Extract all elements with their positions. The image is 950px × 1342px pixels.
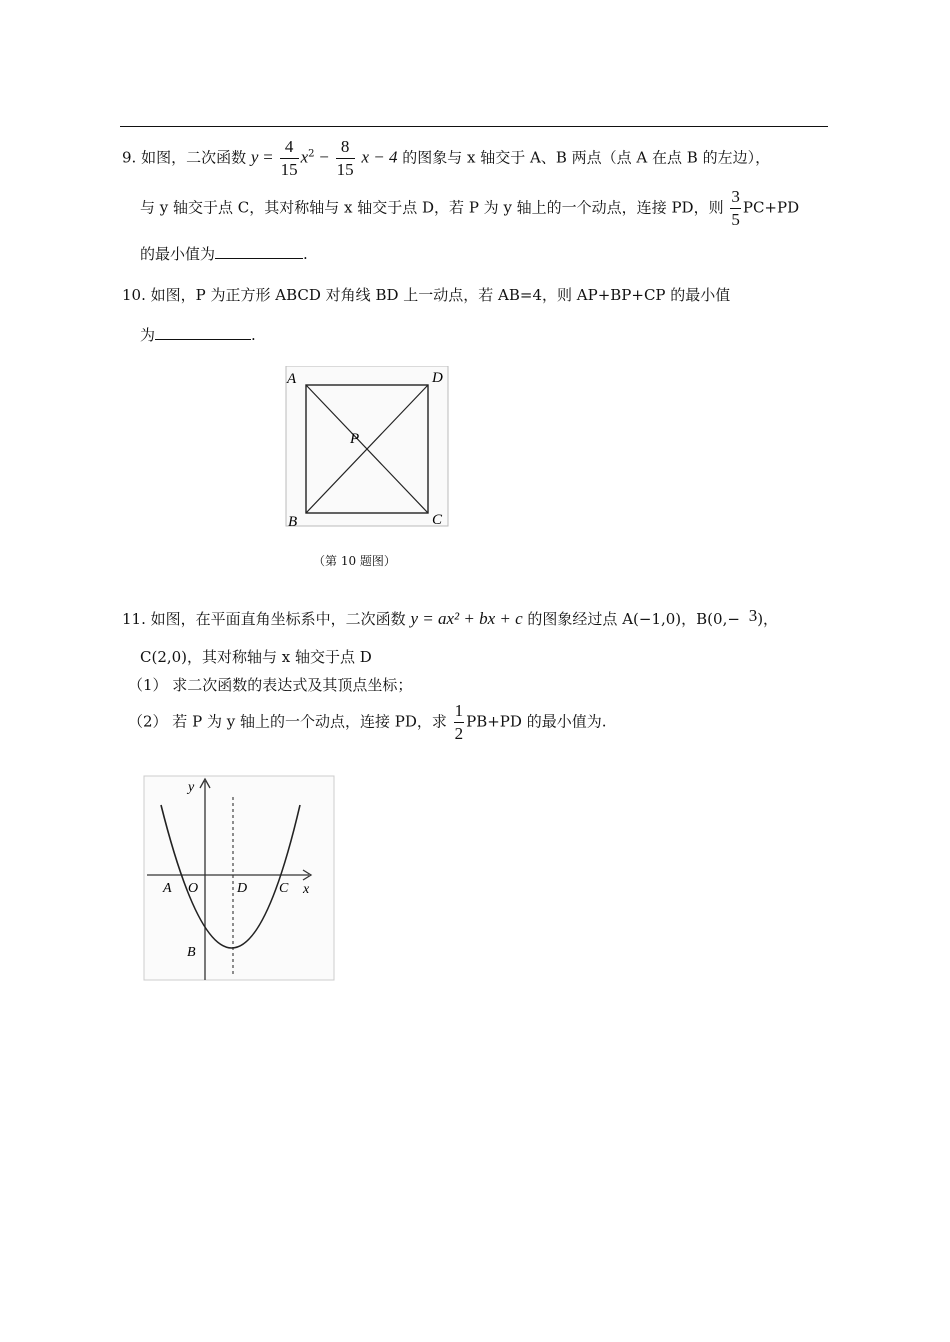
label-a: A [163, 881, 172, 896]
q11-part1-text: （1） 求二次函数的表达式及其顶点坐标； [128, 676, 413, 694]
q10-figure-caption: （第 10 题图） [313, 554, 396, 568]
label-x: x [303, 882, 310, 897]
q9-frac1-denominator: 15 [280, 160, 298, 179]
q11-sqrt-value: 3 [748, 606, 758, 625]
q9-line1-rest: 的图象与 x 轴交于 A、B 两点（点 A 在点 B 的左边）， [402, 148, 771, 167]
q11-equation: y = ax² + bx + c [410, 609, 523, 628]
q10-line1 [122, 285, 730, 305]
q9-frac2-numerator: 8 [340, 137, 350, 156]
q11-part1 [128, 675, 412, 695]
q9-fraction-4-15 [280, 136, 299, 181]
q11-lead: 如图，在平面直角坐标系中，二次函数 [150, 610, 406, 628]
q9-minus: − [319, 147, 329, 167]
q9-eq-y: y [250, 147, 259, 167]
q10-square-figure [282, 366, 452, 532]
q11-line1-close: )， [757, 610, 779, 628]
q9-tail-expression: x − 4 [361, 147, 398, 167]
q11-part2-tail: PB+PD 的最小值为. [466, 712, 607, 731]
q9-line2-tail: PC+PD [742, 198, 800, 217]
label-d: D [432, 370, 443, 386]
q11-line2 [140, 647, 372, 667]
q10-line1-text: 如图，P 为正方形 ABCD 对角线 BD 上一动点，若 AB=4，则 AP+BP+CP 的最小值 [150, 286, 731, 304]
q9-line3 [140, 244, 308, 264]
q11-part2-lead: （2） 若 P 为 y 轴上的一个动点，连接 PD，求 [128, 712, 447, 731]
label-a: A [287, 371, 297, 387]
label-o: O [188, 881, 199, 896]
label-b: B [187, 945, 196, 960]
q9-lead: 如图，二次函数 [141, 148, 247, 167]
q11-frac-numerator: 1 [454, 701, 464, 720]
q9-exponent: 2 [308, 148, 315, 160]
q9-eq-equals: = [263, 147, 273, 167]
q11-line1 [122, 606, 779, 629]
label-p: P [350, 431, 360, 447]
q10-answer-blank[interactable] [155, 325, 251, 340]
q9-number: 9. [122, 148, 137, 167]
q11-fraction-1-2 [454, 700, 465, 745]
q11-parabola-figure [143, 775, 336, 981]
q9-line3-end: . [303, 245, 308, 263]
q10-line2-text: 为 [140, 326, 156, 344]
q10-line2 [140, 325, 256, 345]
label-b: B [288, 514, 298, 530]
q11-frac-denominator: 2 [454, 724, 464, 743]
q11-number: 11. [122, 610, 146, 628]
header-rule [120, 126, 828, 127]
label-c: C [432, 512, 443, 528]
q11-line2-text: C(2,0)，其对称轴与 x 轴交于点 D [140, 648, 372, 666]
label-y: y [188, 780, 195, 795]
q9-line2-text: 与 y 轴交于点 C，其对称轴与 x 轴交于点 D，若 P 为 y 轴上的一个动点，连接 PD，则 [140, 198, 724, 217]
q11-part2 [128, 700, 606, 745]
q11-line1-rest: 的图象经过点 A(−1,0)，B(0,− [527, 610, 740, 628]
q9-line1 [122, 136, 770, 181]
q10-number: 10. [122, 286, 146, 304]
label-c: C [279, 881, 289, 896]
q9-frac2-denominator: 15 [336, 160, 354, 179]
q9-fraction-8-15 [336, 136, 355, 181]
q9-x-squared: x [300, 147, 309, 167]
label-d: D [237, 881, 248, 896]
q9-line3-text: 的最小值为 [140, 245, 216, 263]
q9-frac3-denominator: 5 [731, 210, 740, 229]
q9-answer-blank[interactable] [215, 244, 303, 259]
q9-frac3-numerator: 3 [731, 187, 740, 206]
q10-line2-end: . [251, 326, 256, 344]
q9-line2 [140, 186, 799, 231]
q9-fraction-3-5 [730, 186, 741, 231]
q9-frac1-numerator: 4 [284, 137, 294, 156]
